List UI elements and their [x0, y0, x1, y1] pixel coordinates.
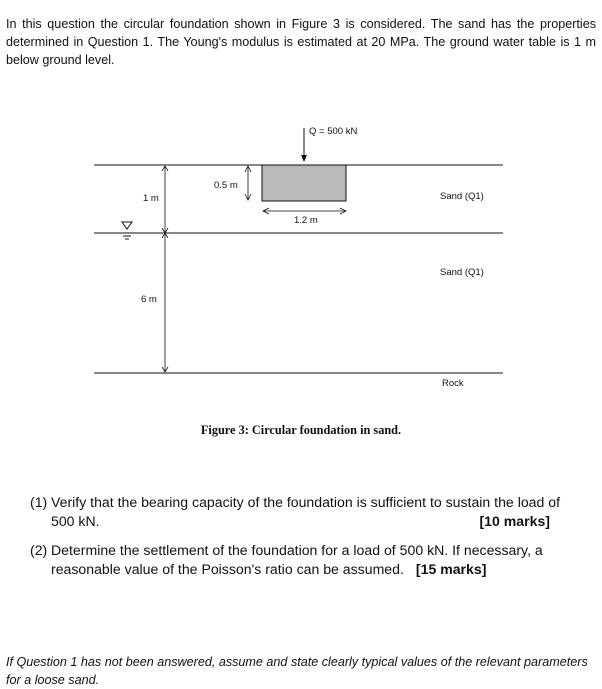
upper-layer-label: Sand (Q1) [440, 191, 484, 202]
question-body: Verify that the bearing capacity of the foundation is sufficient to sustain the load of 500 kN. [51, 494, 561, 529]
water-depth-label: 1 m [143, 193, 159, 204]
foundation-figure [0, 110, 602, 450]
load-label: Q = 500 kN [309, 126, 358, 137]
layer-thickness-label: 6 m [141, 294, 157, 305]
rock-label: Rock [442, 378, 464, 389]
question-number: (1) [30, 494, 48, 510]
width-label: 1.2 m [294, 215, 318, 226]
question-text [30, 541, 572, 579]
question-marks: [15 marks] [415, 561, 487, 577]
questions-list [30, 493, 572, 589]
load-arrow-head [301, 155, 307, 162]
footnote: If Question 1 has not been answered, assume and state clearly typical values of the relevant parameters for a loose sand. [6, 654, 588, 687]
water-table-symbol [121, 222, 133, 239]
question-marks: [10 marks] [479, 513, 550, 529]
lower-layer-label: Sand (Q1) [440, 267, 484, 278]
question-body: Determine the settlement of the foundation for a load of 500 kN. If necessary, a reasonable value of the Poisson's ratio can be assumed. [51, 542, 543, 577]
figure-caption: Figure 3: Circular foundation in sand. [200, 423, 402, 437]
circular-footing [262, 165, 346, 201]
foundation-diagram [0, 110, 602, 410]
intro-paragraph: In this question the circular foundation shown in Figure 3 is considered. The sand has the properties determined in Question 1. The Young's modulus is estimated at 20 MPa. The ground water table is 1 m below ground level. [6, 16, 596, 67]
question-item [30, 493, 572, 531]
question-number: (2) [30, 542, 48, 558]
question-item [30, 541, 572, 579]
embedment-label: 0.5 m [214, 180, 238, 191]
